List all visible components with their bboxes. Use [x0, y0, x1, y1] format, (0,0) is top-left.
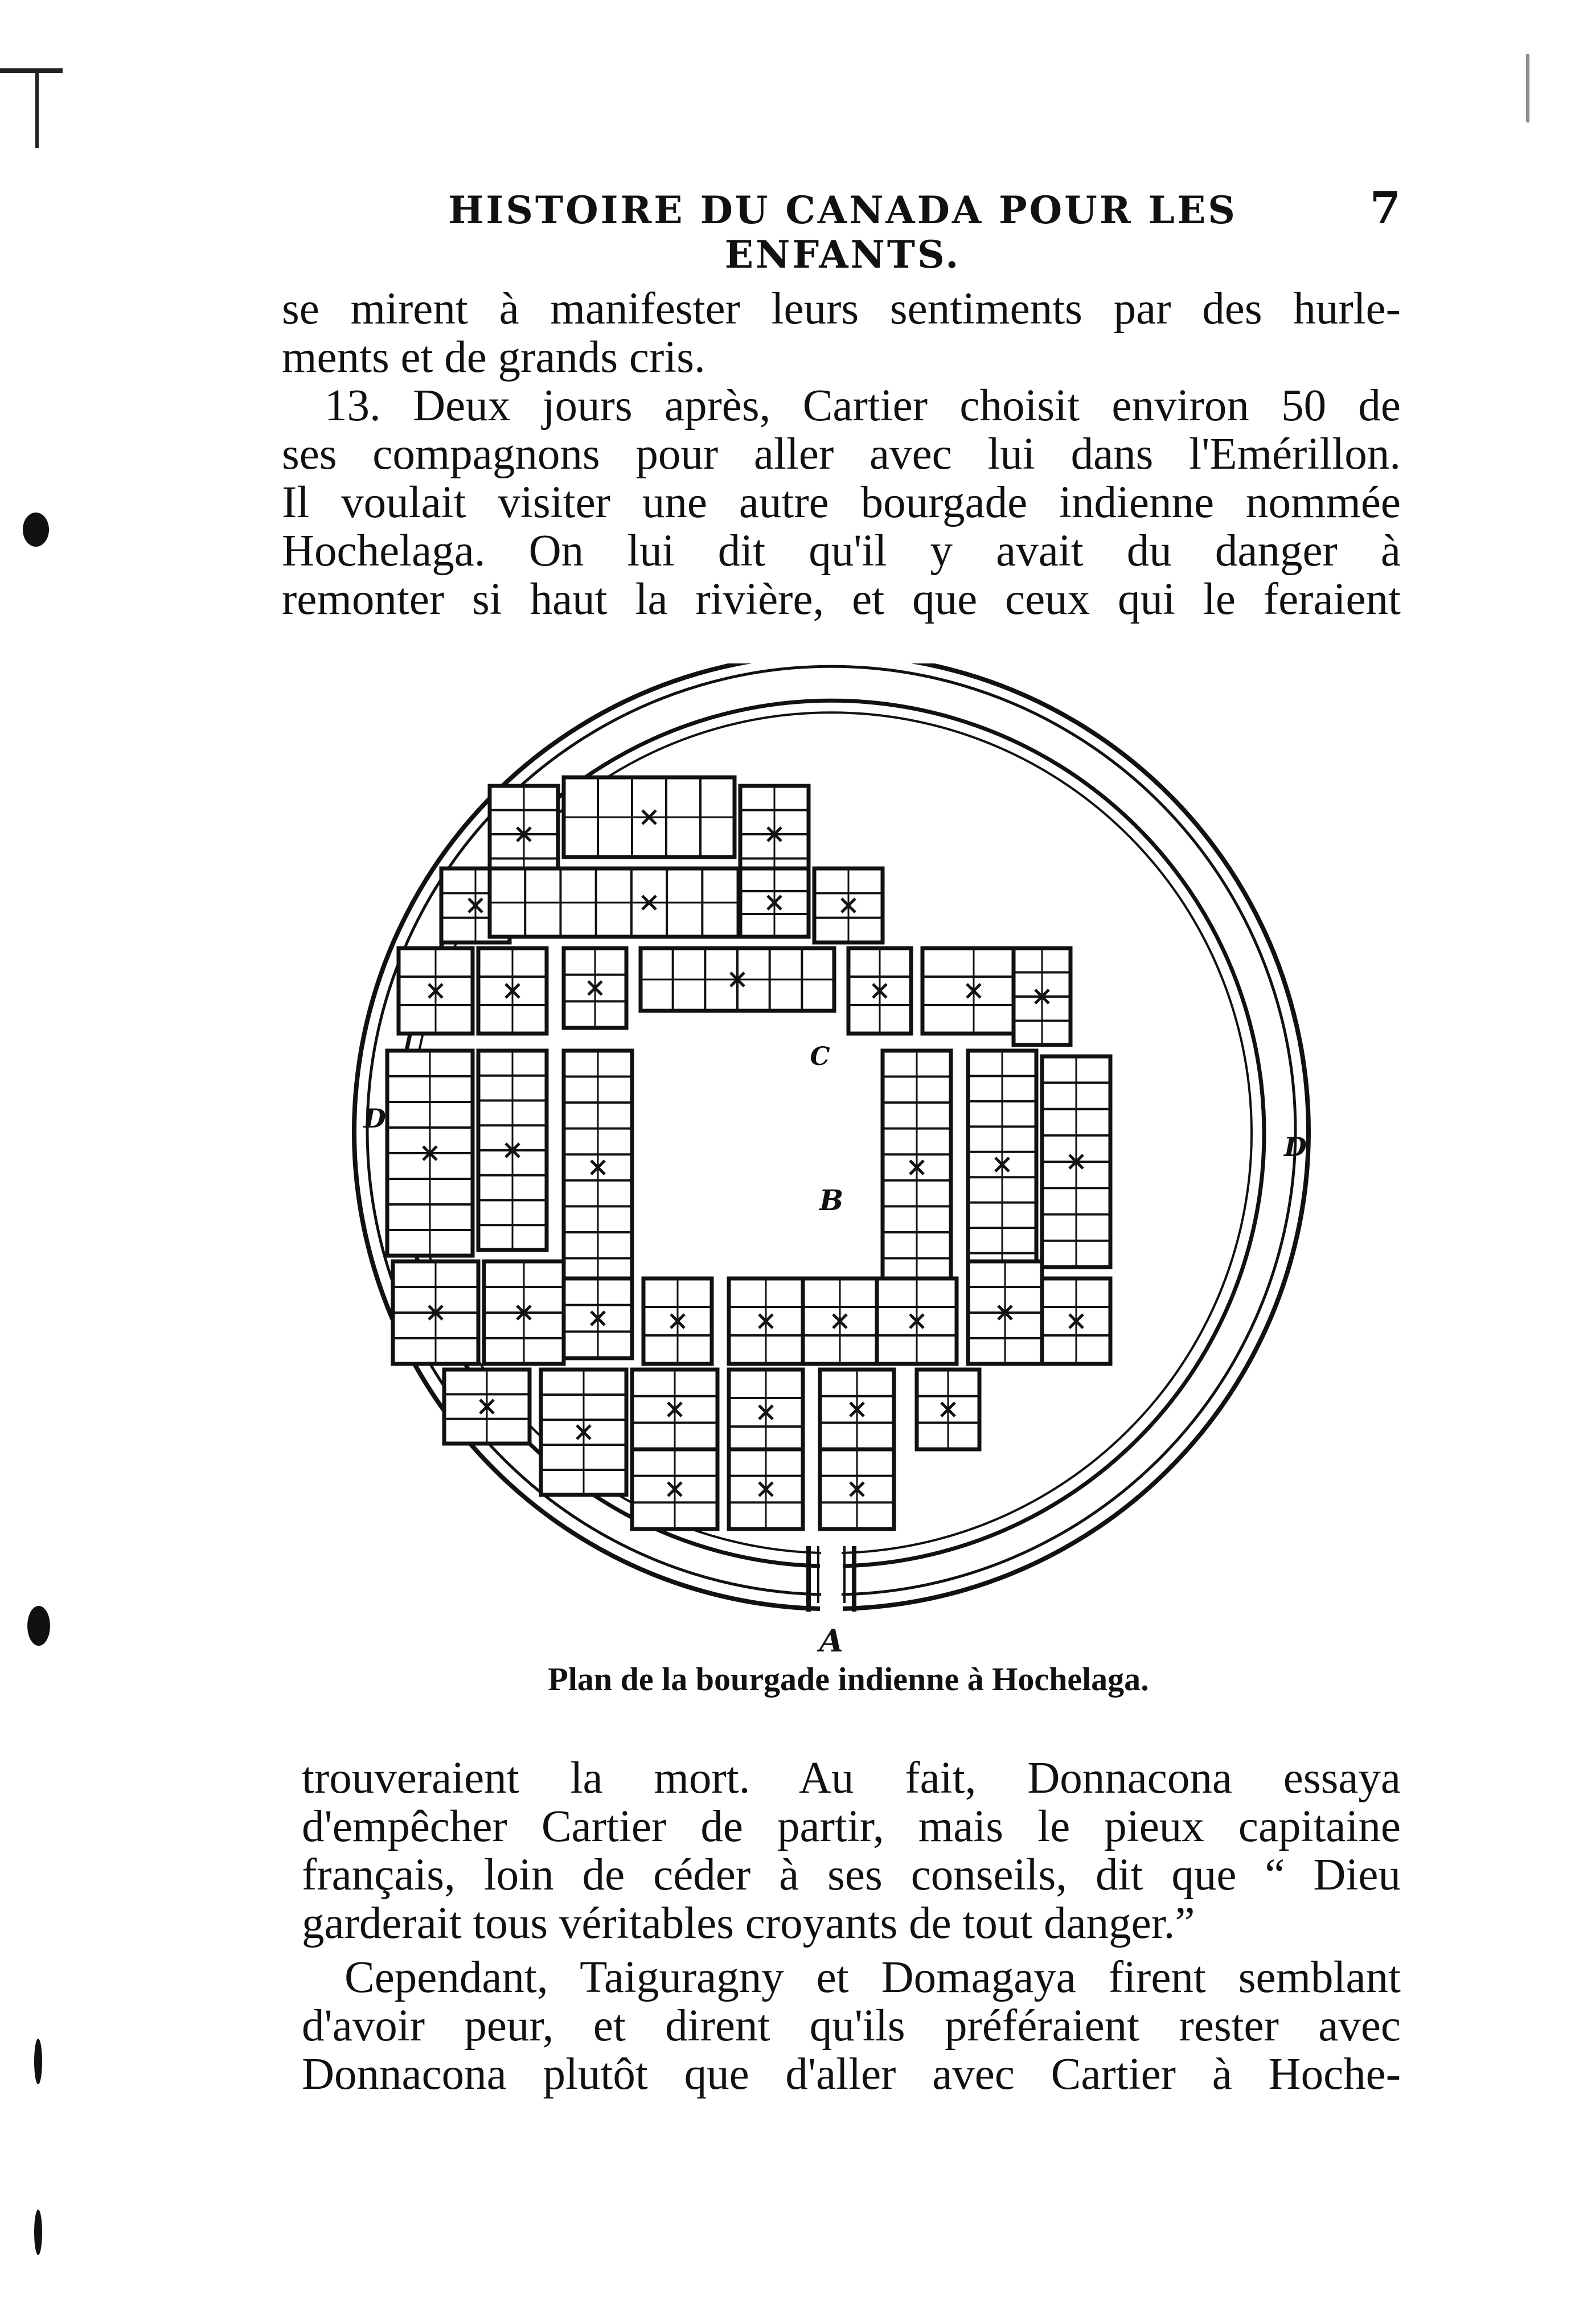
longhouse-block: [541, 1370, 626, 1495]
ink-speck: [34, 2210, 42, 2255]
page-number: 7: [1369, 182, 1401, 234]
longhouse-block: [478, 1051, 547, 1250]
longhouse-block: [564, 948, 626, 1028]
page-edge-left-vertical: [35, 68, 39, 148]
longhouse-block: [1014, 948, 1070, 1045]
longhouse-block: [814, 868, 883, 942]
longhouse-block: [729, 1449, 803, 1529]
text-line: français, loin de céder à ses conseils, dit que “ Dieu: [302, 1850, 1401, 1900]
longhouse-block: [729, 1278, 803, 1364]
continuation-paragraph: [302, 1754, 1401, 1948]
label-c: C: [810, 1042, 830, 1071]
hochelaga-plan-illustration: [330, 663, 1332, 1654]
text-line: ses compagnons pour aller avec lui dans l'Emérillon.: [282, 429, 1401, 479]
text-line: garderait tous véritables croyants de tout danger.”: [302, 1899, 1195, 1948]
longhouse-block: [740, 868, 809, 937]
label-d-left: D: [363, 1103, 386, 1134]
text-line: Hochelaga. On lui dit qu'il y avait du danger à: [282, 526, 1401, 576]
longhouse-block: [968, 1261, 1042, 1364]
text-line: se mirent à manifester leurs sentiments par des hurle-: [282, 284, 1401, 334]
text-line: ments et de grands cris.: [282, 333, 706, 382]
longhouse-block: [820, 1370, 894, 1449]
label-b: B: [819, 1183, 844, 1217]
longhouse-block: [393, 1261, 478, 1364]
label-a: A: [819, 1622, 843, 1654]
longhouse-block: [478, 948, 547, 1034]
longhouse-block: [917, 1370, 979, 1449]
label-d-right: D: [1284, 1132, 1307, 1162]
longhouse-block: [820, 1449, 894, 1529]
longhouse-block: [641, 948, 834, 1011]
text-line: 13. Deux jours après, Cartier choisit environ 50 de: [325, 381, 1401, 431]
text-line: d'empêcher Cartier de partir, mais le pieux capitaine: [302, 1802, 1401, 1851]
ink-speck: [23, 513, 49, 547]
longhouse-block: [922, 948, 1025, 1034]
longhouse-block: [387, 1051, 473, 1256]
longhouse-block: [729, 1370, 803, 1455]
longhouse-block: [444, 1370, 530, 1444]
longhouse-block: [968, 1051, 1036, 1278]
text-line: trouveraient la mort. Au fait, Donnacona essaya: [302, 1753, 1401, 1803]
longhouse-block: [632, 1449, 717, 1529]
text-line: remonter si haut la rivière, et que ceux qui le feraient: [282, 575, 1401, 624]
longhouse-block: [803, 1278, 877, 1364]
text-line: Donnacona plutôt que d'aller avec Cartier à Hoche-: [302, 2050, 1401, 2099]
longhouse-block: [399, 948, 473, 1034]
longhouse-block: [883, 1051, 951, 1284]
last-paragraph: [302, 1953, 1401, 2098]
paragraph-13: [282, 382, 1401, 624]
longhouse-block: [484, 1261, 564, 1364]
longhouse-block: [643, 1278, 712, 1364]
text-line: Il voulait visiter une autre bourgade indienne nommée: [282, 478, 1401, 527]
longhouse-block: [848, 948, 911, 1034]
top-paragraph: [282, 285, 1401, 382]
longhouse-block: [1042, 1278, 1110, 1364]
running-header: HISTOIRE DU CANADA POUR LES ENFANTS.: [448, 188, 1237, 277]
ink-speck: [34, 2039, 42, 2084]
longhouse-block: [877, 1278, 957, 1364]
page-edge-left: [0, 68, 63, 73]
longhouse-block: [1042, 1056, 1110, 1267]
longhouses: [387, 777, 1110, 1529]
longhouse-block: [564, 777, 735, 857]
longhouse-block: [564, 1051, 632, 1284]
ink-speck: [27, 1606, 50, 1646]
longhouse-block: [564, 1278, 632, 1358]
page-edge-top-right: [1526, 54, 1529, 122]
longhouse-block: [632, 1370, 717, 1449]
text-line: Cependant, Taiguragny et Domagaya firent semblant: [344, 1953, 1401, 2002]
text-line: d'avoir peur, et dirent qu'ils préféraient rester avec: [302, 2001, 1401, 2051]
figure-caption: Plan de la bourgade indienne à Hochelaga.: [548, 1661, 1149, 1698]
